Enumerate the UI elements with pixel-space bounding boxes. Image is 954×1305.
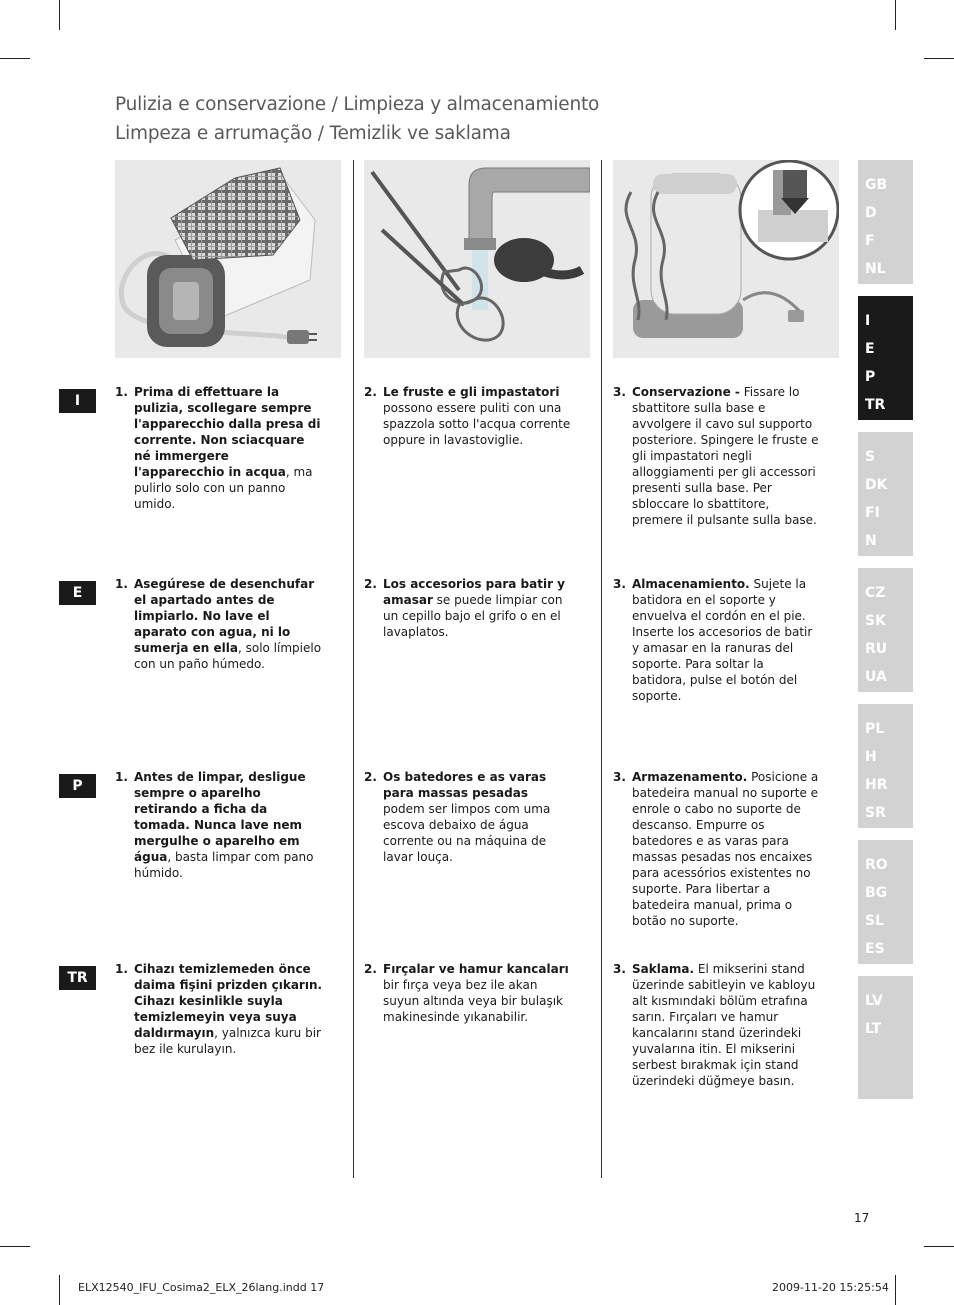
step-text: , basta limpar com pano húmido. <box>134 850 314 880</box>
step-text: Posicione a batedeira manual no suporte e enrole o cabo no suporte de descanso. Empurre os batedores e as varas para massas pesadas nos encaixes para acessórios existentes no suporte. Para libertar a batedeira manual, prima o botão no suporte. <box>632 770 819 928</box>
mixer-cloth-illustration <box>115 160 341 358</box>
column-divider <box>353 160 354 1178</box>
lang-tab[interactable]: ES <box>865 941 885 957</box>
lang-tab[interactable]: SR <box>865 805 886 821</box>
step-number: 2. <box>364 962 377 976</box>
step-number: 3. <box>613 962 626 976</box>
step-paragraph <box>115 384 323 512</box>
lang-label-p: P <box>59 774 96 798</box>
step-text: , solo límpielo con un paño húmedo. <box>134 641 322 671</box>
step-bold-text: Fırçalar ve hamur kancaları <box>383 962 569 976</box>
lang-label-e: E <box>59 581 96 605</box>
step-number: 1. <box>115 962 128 976</box>
step-paragraph <box>115 576 323 672</box>
lang-tab-group <box>858 704 913 828</box>
step-number: 3. <box>613 577 626 591</box>
step-paragraph <box>613 769 821 929</box>
lang-tab[interactable]: SL <box>865 913 885 929</box>
crop-mark <box>59 1275 60 1305</box>
lang-tab[interactable]: GB <box>865 177 888 193</box>
lang-tab[interactable]: RO <box>865 857 888 873</box>
step-number: 2. <box>364 385 377 399</box>
step-text: , ma pulirlo solo con un panno umido. <box>134 465 313 511</box>
step-paragraph <box>364 384 572 448</box>
lang-tab[interactable]: S <box>865 449 876 465</box>
lang-tab[interactable]: BG <box>865 885 888 901</box>
step-bold-text: Saklama. <box>632 962 695 976</box>
step-text: Fissare lo sbattitore sulla base e avvolgere il cavo sul supporto posteriore. Spingere le fruste e gli impastatori negli alloggiamenti per gli accessori presenti sulla base. Per sbloccare lo sbattitore, premere il pulsante sulla base. <box>632 385 819 527</box>
lang-tab[interactable]: HR <box>865 777 888 793</box>
step-bold-text: Cihazı temizlemeden önce daima fişini prizden çıkarın. Cihazı kesinlikle suyla temizlemeyin veya suya daldırmayın <box>134 962 323 1040</box>
step-paragraph <box>613 961 821 1089</box>
page-title-line-1: Pulizia e conservazione / Limpieza y almacenamiento <box>115 94 600 115</box>
lang-label-i: I <box>59 389 96 413</box>
step-bold-text: Antes de limpar, desligue sempre o aparelho retirando a ficha da tomada. Nunca lave nem mergulhe o aparelho em água <box>134 770 306 864</box>
step-text: , yalnızca kuru bir bez ile kurulayın. <box>134 1026 321 1056</box>
lang-tab[interactable]: NL <box>865 261 886 277</box>
step-number: 1. <box>115 385 128 399</box>
step-text: se puede limpiar con un cepillo bajo el grifo o en el lavaplatos. <box>383 593 563 639</box>
crop-mark <box>895 1275 896 1305</box>
step-text: El mikserini stand üzerinde sabitleyin ve kabloyu alt kısmındaki bölüm etrafına sarın. Fırçaları ve hamur kancalarını stand üzerindeki yuvalarına itin. El mikserini serbest bırakmak için stand üzerindeki düğmeye basın. <box>632 962 816 1088</box>
lang-tab-group <box>858 976 913 1099</box>
crop-mark <box>924 58 954 59</box>
lang-tab[interactable]: I <box>865 313 871 329</box>
step-bold-text: Asegúrese de desenchufar el apartado antes de limpiarlo. No lave el aparato con agua, ni lo sumerja en ella <box>134 577 315 655</box>
step-paragraph <box>115 769 323 881</box>
lang-tab[interactable]: H <box>865 749 877 765</box>
step-bold-text: Prima di effettuare la pulizia, scollegare sempre l'apparecchio dalla presa di corrente. Non sciacquare né immergere l'apparecchio in acqua <box>134 385 321 479</box>
lang-tab[interactable]: TR <box>865 397 886 413</box>
step-paragraph <box>364 769 572 865</box>
lang-tab-group-active <box>858 296 913 420</box>
lang-tab[interactable]: DK <box>865 477 888 493</box>
lang-tab-group <box>858 568 913 692</box>
step-number: 1. <box>115 770 128 784</box>
crop-mark <box>924 1246 954 1247</box>
lang-tab[interactable]: PL <box>865 721 885 737</box>
step-text: bir fırça veya bez ile akan suyun altında veya bir bulaşık makinesinde yıkanabilir. <box>383 978 563 1024</box>
crop-mark <box>0 1246 30 1247</box>
step-number: 2. <box>364 577 377 591</box>
step-number: 2. <box>364 770 377 784</box>
lang-tab-group <box>858 432 913 556</box>
crop-mark <box>895 0 896 30</box>
step-bold-text: Le fruste e gli impastatori <box>383 385 560 399</box>
step-bold-text: Los accesorios para batir y amasar <box>383 577 565 607</box>
crop-mark <box>0 58 30 59</box>
column-divider <box>601 160 602 1178</box>
page-number: 17 <box>854 1211 870 1225</box>
beaters-tap-brush-illustration <box>364 160 590 358</box>
step-bold-text: Armazenamento. <box>632 770 748 784</box>
lang-tab[interactable]: FI <box>865 505 880 521</box>
step-paragraph <box>364 961 572 1025</box>
lang-label-tr: TR <box>59 966 96 990</box>
footer-date: 2009-11-20 15:25:54 <box>772 1281 889 1294</box>
page-title-line-2: Limpeza e arrumação / Temizlik ve saklama <box>115 123 511 144</box>
lang-tab[interactable]: D <box>865 205 877 221</box>
lang-tab-group <box>858 840 913 964</box>
step-number: 3. <box>613 770 626 784</box>
lang-tab[interactable]: P <box>865 369 876 385</box>
step-text: possono essere puliti con una spazzola sotto l'acqua corrente oppure in lavastoviglie. <box>383 401 571 447</box>
lang-tab[interactable]: F <box>865 233 875 249</box>
step-bold-text: Conservazione - <box>632 385 740 399</box>
lang-tab[interactable]: N <box>865 533 877 549</box>
step-paragraph <box>115 961 323 1057</box>
lang-tab[interactable]: LT <box>865 1021 882 1037</box>
lang-tab[interactable]: SK <box>865 613 886 629</box>
step-number: 1. <box>115 577 128 591</box>
step-paragraph <box>364 576 572 640</box>
step-bold-text: Os batedores e as varas para massas pesadas <box>383 770 547 800</box>
step-number: 3. <box>613 385 626 399</box>
lang-tab[interactable]: RU <box>865 641 888 657</box>
lang-tab-group <box>858 160 913 284</box>
mixer-stand-illustration <box>613 160 839 358</box>
step-text: Sujete la batidora en el soporte y envuelva el cordón en el pie. Inserte los accesorios de batir y amasar en la ranuras del soporte. Para soltar la batidora, pulse el botón del soporte. <box>632 577 813 703</box>
lang-tab[interactable]: LV <box>865 993 883 1009</box>
lang-tab[interactable]: CZ <box>865 585 886 601</box>
lang-tab[interactable]: UA <box>865 669 887 685</box>
step-text: podem ser limpos com uma escova debaixo de água corrente ou na máquina de lavar louça. <box>383 802 551 864</box>
lang-tab[interactable]: E <box>865 341 875 357</box>
step-paragraph <box>613 576 821 704</box>
footer-file: ELX12540_IFU_Cosima2_ELX_26lang.indd 17 <box>78 1281 325 1294</box>
step-paragraph <box>613 384 821 528</box>
crop-mark <box>59 0 60 30</box>
step-bold-text: Almacenamiento. <box>632 577 750 591</box>
